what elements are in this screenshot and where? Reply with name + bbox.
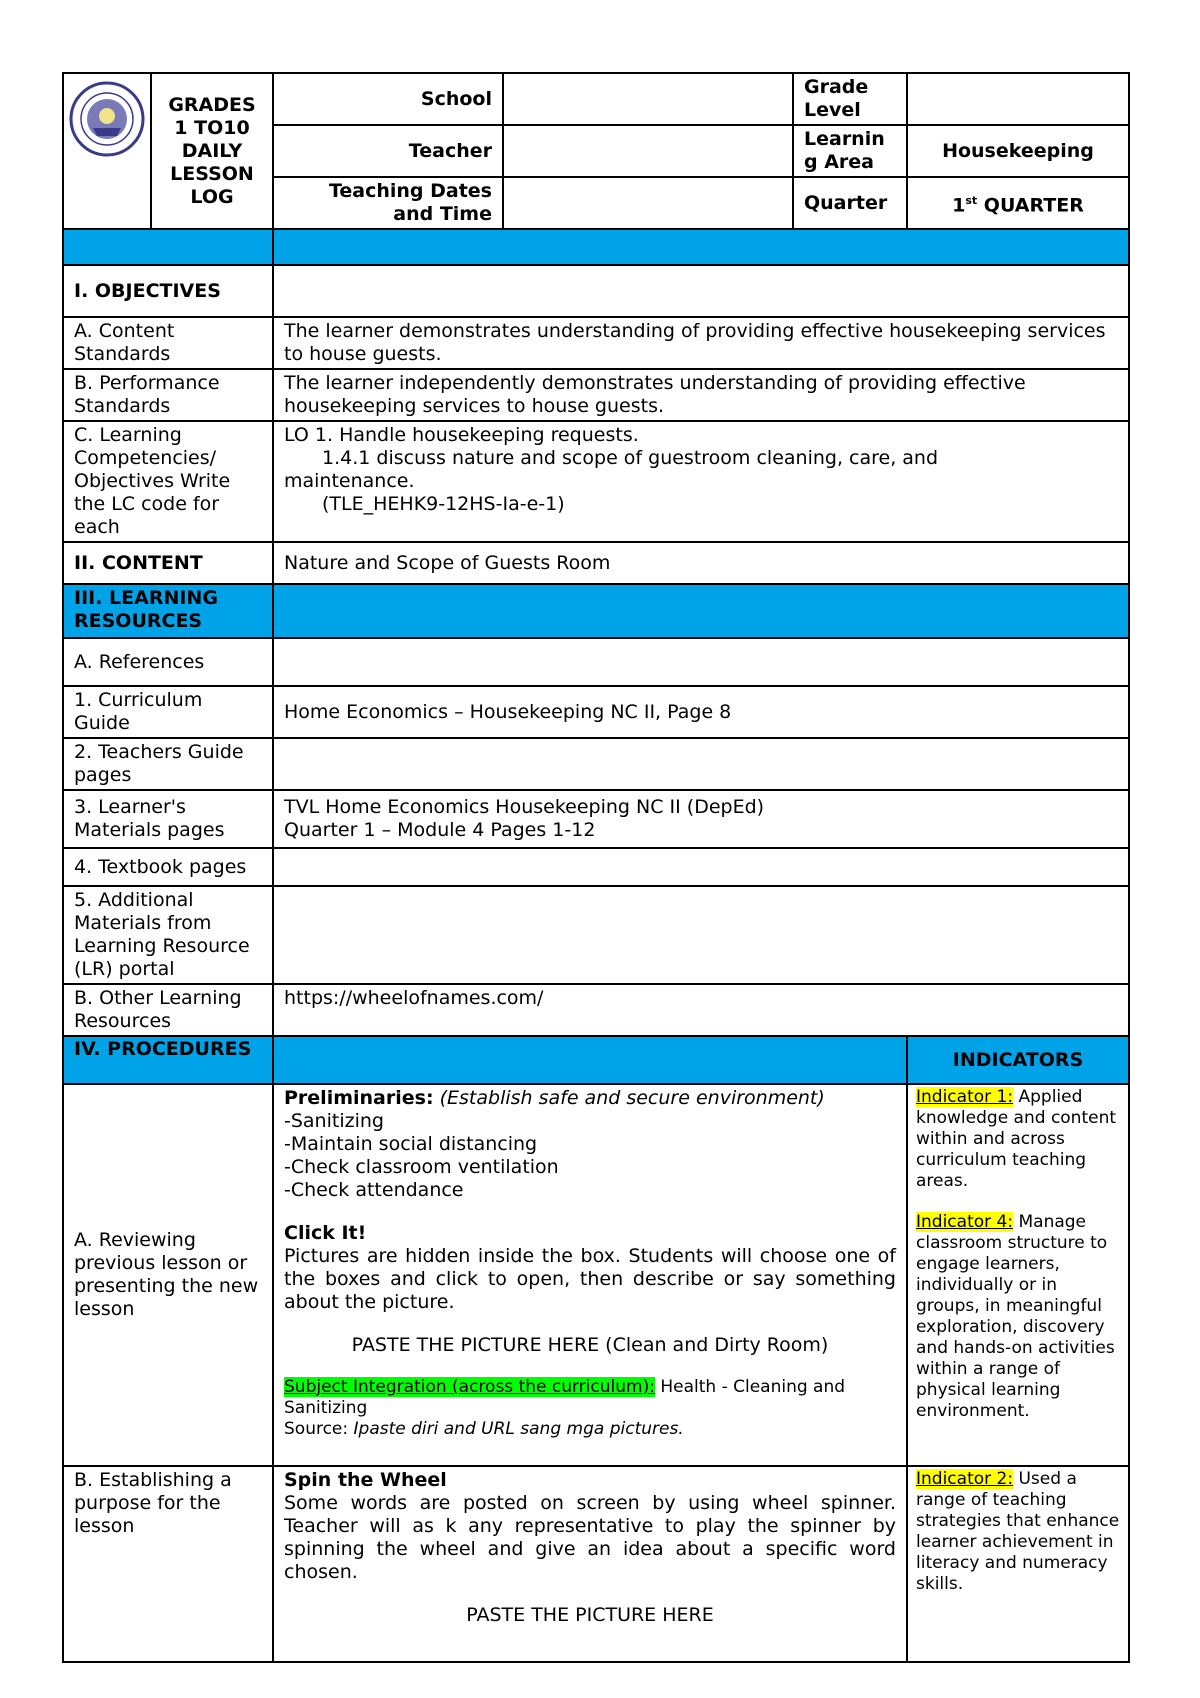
deped-seal-icon bbox=[68, 80, 146, 158]
objectives-heading: I. OBJECTIVES bbox=[63, 265, 273, 317]
activity-title: Click It! bbox=[284, 1222, 367, 1244]
spin-wheel-text: Some words are posted on screen by using wheel spinner. Teacher will as k any representative to play the spinner by spinning the wheel and give an idea about a specific word chosen. bbox=[284, 1492, 896, 1583]
blue-band bbox=[273, 1036, 907, 1084]
blue-band bbox=[273, 229, 1129, 265]
activity-text: Pictures are hidden inside the box. Students will choose one of the boxes and click to open, then describe or say something about the picture. bbox=[284, 1245, 896, 1313]
curriculum-guide-label: 1. Curriculum Guide bbox=[63, 686, 273, 738]
deped-seal bbox=[63, 73, 151, 229]
log-title-line: LOG bbox=[190, 185, 234, 208]
quarter-number: 1 bbox=[952, 194, 966, 217]
indicator-2-text: Used a range of teaching strategies that enhance learner achievement in literacy and numeracy skills. bbox=[916, 1469, 1120, 1594]
competency-code: (TLE_HEHK9-12HS-Ia-e-1) bbox=[322, 493, 565, 515]
learning-area-label: Learnin g Area bbox=[793, 125, 907, 177]
quarter-text: QUARTER bbox=[977, 194, 1084, 217]
preliminary-item: -Check attendance bbox=[284, 1179, 464, 1201]
indicator-4-text: Manage classroom structure to engage learners, individually or in groups, in meaningful exploration, discovery and hands-on activities within a range of physical learning environment. bbox=[916, 1212, 1115, 1421]
subject-integration-value: Health - Cleaning and Sanitizing bbox=[284, 1377, 846, 1418]
procedure-a-label: A. Reviewing previous lesson or presenting the new lesson bbox=[63, 1084, 273, 1466]
preliminary-item: -Check classroom ventilation bbox=[284, 1156, 559, 1178]
dates-value bbox=[503, 177, 793, 229]
subject-integration-label: Subject Integration (across the curriculum): bbox=[284, 1377, 655, 1397]
content-value: Nature and Scope of Guests Room bbox=[273, 542, 1129, 584]
indicator-1-text: Applied knowledge and content within and across curriculum teaching areas. bbox=[916, 1087, 1117, 1191]
content-standards-value: The learner demonstrates understanding of providing effective housekeeping services to house guests. bbox=[273, 317, 1129, 369]
grade-level-value bbox=[907, 73, 1129, 125]
paste-picture-note: PASTE THE PICTURE HERE (Clean and Dirty Room) bbox=[351, 1334, 829, 1356]
indicator-4-label: Indicator 4: bbox=[916, 1212, 1014, 1232]
learning-area-value: Housekeeping bbox=[907, 125, 1129, 177]
procedure-a-content bbox=[273, 1084, 907, 1466]
log-title-line: 1 TO10 bbox=[174, 116, 250, 139]
teacher-value bbox=[503, 125, 793, 177]
school-value bbox=[503, 73, 793, 125]
dates-label: Teaching Dates and Time bbox=[273, 177, 503, 229]
log-title-line: LESSON bbox=[170, 162, 254, 185]
performance-standards-label: B. Performance Standards bbox=[63, 369, 273, 421]
indicator-2-label: Indicator 2: bbox=[916, 1469, 1014, 1489]
teacher-label: Teacher bbox=[273, 125, 503, 177]
content-heading: II. CONTENT bbox=[63, 542, 273, 584]
quarter-value bbox=[907, 177, 1129, 229]
procedure-b-indicators bbox=[907, 1466, 1129, 1662]
log-title-line: GRADES bbox=[168, 93, 256, 116]
log-title-line: DAILY bbox=[181, 139, 243, 162]
quarter-suffix: st bbox=[965, 193, 978, 207]
procedures-heading: IV. PROCEDURES bbox=[63, 1036, 273, 1084]
blue-band bbox=[63, 229, 273, 265]
competencies-label: C. Learning Competencies/ Objectives Write the LC code for each bbox=[63, 421, 273, 542]
curriculum-guide-value: Home Economics – Housekeeping NC II, Page 8 bbox=[273, 686, 1129, 738]
source-label: Source: bbox=[284, 1419, 349, 1439]
performance-standards-value: The learner independently demonstrates understanding of providing effective housekeeping services to house guests. bbox=[273, 369, 1129, 421]
textbook-label: 4. Textbook pages bbox=[63, 848, 273, 886]
other-resources-link[interactable]: https://wheelofnames.com/ bbox=[273, 984, 1129, 1036]
school-label: School bbox=[273, 73, 503, 125]
objectives-value bbox=[273, 265, 1129, 317]
procedure-a-indicators bbox=[907, 1084, 1129, 1466]
lesson-log-page bbox=[62, 72, 1128, 1663]
additional-materials-value bbox=[273, 886, 1129, 984]
log-title bbox=[151, 73, 273, 229]
grade-level-label: Grade Level bbox=[793, 73, 907, 125]
blue-band bbox=[273, 584, 1129, 638]
spin-wheel-title: Spin the Wheel bbox=[284, 1469, 447, 1491]
textbook-value bbox=[273, 848, 1129, 886]
teachers-guide-label: 2. Teachers Guide pages bbox=[63, 738, 273, 790]
references-label: A. References bbox=[63, 638, 273, 686]
content-standards-label: A. Content Standards bbox=[63, 317, 273, 369]
competency-line: LO 1. Handle housekeeping requests. bbox=[284, 424, 639, 446]
indicator-1-label: Indicator 1: bbox=[916, 1087, 1014, 1107]
teachers-guide-value bbox=[273, 738, 1129, 790]
additional-materials-label: 5. Additional Materials from Learning Resource (LR) portal bbox=[63, 886, 273, 984]
learners-materials-line: Quarter 1 – Module 4 Pages 1-12 bbox=[284, 819, 596, 841]
competency-line: maintenance. bbox=[284, 470, 415, 492]
paste-picture-note: PASTE THE PICTURE HERE bbox=[466, 1604, 714, 1626]
learners-materials-line: TVL Home Economics Housekeeping NC II (DepEd) bbox=[284, 796, 765, 818]
references-value bbox=[273, 638, 1129, 686]
preliminary-item: -Sanitizing bbox=[284, 1110, 384, 1132]
preliminaries-title: Preliminaries: bbox=[284, 1087, 434, 1109]
quarter-label: Quarter bbox=[793, 177, 907, 229]
learners-materials-label: 3. Learner's Materials pages bbox=[63, 790, 273, 848]
procedure-b-content bbox=[273, 1466, 907, 1662]
lesson-log-table bbox=[62, 72, 1130, 1663]
source-value: Ipaste diri and URL sang mga pictures. bbox=[353, 1419, 684, 1439]
competency-line: 1.4.1 discuss nature and scope of guestroom cleaning, care, and bbox=[322, 447, 939, 469]
learners-materials-value bbox=[273, 790, 1129, 848]
preliminary-item: -Maintain social distancing bbox=[284, 1133, 538, 1155]
indicators-heading: INDICATORS bbox=[907, 1036, 1129, 1084]
learning-resources-heading: III. LEARNING RESOURCES bbox=[63, 584, 273, 638]
other-resources-label: B. Other Learning Resources bbox=[63, 984, 273, 1036]
preliminaries-note: (Establish safe and secure environment) bbox=[439, 1087, 825, 1109]
procedure-b-label: B. Establishing a purpose for the lesson bbox=[63, 1466, 273, 1662]
competencies-value bbox=[273, 421, 1129, 542]
